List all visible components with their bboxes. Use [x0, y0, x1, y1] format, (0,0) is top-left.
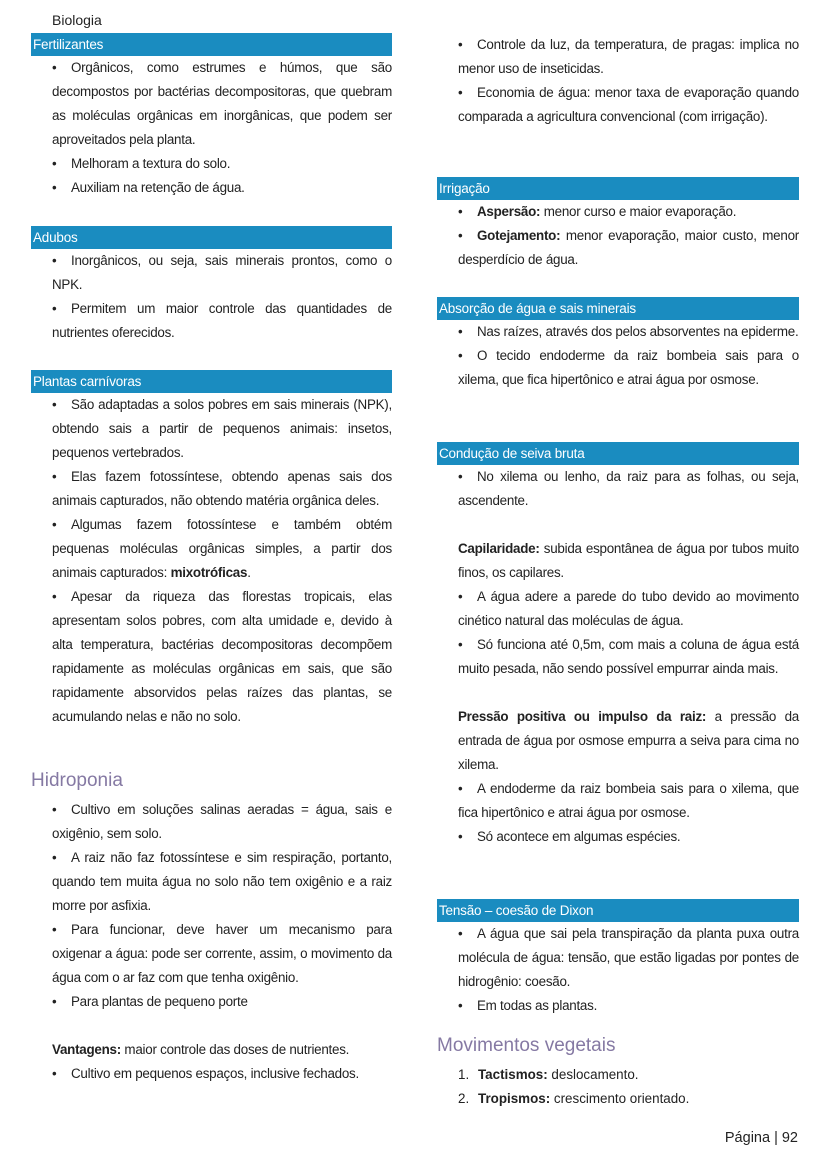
list-item: • Só funciona até 0,5m, com mais a coluna de água está muito pesada, não sendo possível empurrar ainda mais.	[458, 633, 799, 681]
list-item: • Inorgânicos, ou seja, sais minerais prontos, como o NPK.	[52, 249, 392, 297]
item-number: 2.	[458, 1091, 470, 1106]
list-item: • Para plantas de pequeno porte	[52, 990, 392, 1014]
section-title: Absorção de água e sais minerais	[437, 297, 799, 320]
list-item: • A água adere a parede do tubo devido ao movimento cinético natural das moléculas de água.	[458, 585, 799, 633]
page-number: Página | 92	[724, 1130, 798, 1146]
section-title: Tensão – coesão de Dixon	[437, 899, 799, 922]
list-item: • Elas fazem fotossíntese, obtendo apenas sais dos animais capturados, não obtendo matéria orgânica deles.	[52, 465, 392, 513]
item-number: 1.	[458, 1067, 470, 1082]
list-item: • No xilema ou lenho, da raiz para as folhas, ou seja, ascendente.	[458, 465, 799, 513]
list-item: • Para funcionar, deve haver um mecanismo para oxigenar a água: pode ser corrente, assim, o movimento da água com o ar faz com que tenha oxigênio.	[52, 918, 392, 990]
capilaridade-label: Capilaridade:	[458, 541, 540, 556]
vantagens-text: maior controle das doses de nutrientes.	[120, 1042, 350, 1057]
list-item: • Melhoram a textura do solo.	[52, 152, 392, 176]
section-title: Plantas carnívoras	[31, 370, 392, 393]
list-item: • A água que sai pela transpiração da planta puxa outra molécula de água: tensão, que estão ligadas por pontes de hidrogênio: coesão.	[458, 922, 799, 994]
section-title: Adubos	[31, 226, 392, 249]
section-title: Irrigação	[437, 177, 799, 200]
item-text: crescimento orientado.	[550, 1091, 690, 1106]
list-item: • Controle da luz, da temperatura, de pragas: implica no menor uso de inseticidas.	[458, 33, 799, 81]
list-item: • A endoderme da raiz bombeia sais para o xilema, que fica hipertônico e atrai água por osmose.	[458, 777, 799, 825]
section-irrigacao	[437, 177, 799, 272]
section-tensao	[437, 899, 799, 1018]
list-item: • Cultivo em pequenos espaços, inclusive fechados.	[52, 1062, 392, 1086]
list-item: • A raiz não faz fotossíntese e sim respiração, portanto, quando tem muita água no solo não tem oxigênio e a raiz morre por asfixia.	[52, 846, 392, 918]
list-item: • Orgânicos, como estrumes e húmos, que são decompostos por bactérias decompositoras, que quebram as moléculas orgânicas em inorgânicas, que podem ser aproveitados pela planta.	[52, 56, 392, 152]
list-item: • Nas raízes, através dos pelos absorventes na epiderme.	[458, 320, 799, 344]
section-absorcao	[437, 297, 799, 392]
vantagens-label: Vantagens:	[52, 1042, 121, 1057]
item-label: Aspersão:	[477, 204, 541, 219]
header-subject: Biologia	[52, 12, 102, 28]
capilaridade	[458, 537, 799, 585]
section-heading: Movimentos vegetais	[437, 1035, 616, 1056]
list-item: • O tecido endoderme da raiz bombeia sais para o xilema, que fica hipertônico e atrai água por osmose.	[458, 344, 799, 392]
section-hidroponia	[31, 770, 392, 1086]
item-bold: mixotróficas	[170, 565, 248, 580]
numbered-item	[458, 1063, 799, 1087]
list-item	[458, 224, 799, 272]
list-item	[458, 200, 799, 224]
item-label: Tactismos:	[478, 1067, 548, 1082]
item-text: menor evaporação, maior custo, menor desperdício de água.	[458, 228, 799, 267]
list-item: • São adaptadas a solos pobres em sais minerais (NPK), obtendo sais a partir de pequenos animais: insetos, pequenos vertebrados.	[52, 393, 392, 465]
pressao	[458, 705, 799, 777]
vantagens	[52, 1038, 392, 1062]
item-label: Gotejamento:	[477, 228, 561, 243]
list-item: • Só acontece em algumas espécies.	[458, 825, 799, 849]
section-intro	[437, 33, 799, 129]
list-item: • Em todas as plantas.	[458, 994, 799, 1018]
section-plantas-carnivoras	[31, 370, 392, 729]
numbered-item	[458, 1087, 799, 1111]
list-item: • Permitem um maior controle das quantidades de nutrientes oferecidos.	[52, 297, 392, 345]
section-movimentos	[437, 1035, 799, 1111]
section-conducao	[437, 442, 799, 849]
item-text: menor curso e maior evaporação.	[540, 204, 737, 219]
list-item: • Auxiliam na retenção de água.	[52, 176, 392, 200]
section-title: Fertilizantes	[31, 33, 392, 56]
item-text: Algumas fazem fotossíntese e também obtém pequenas moléculas orgânicas simples, a partir dos animais capturados:	[52, 517, 392, 580]
pressao-text: a pressão da entrada de água por osmose empurra a seiva para cima no xilema.	[458, 709, 799, 772]
item-text: deslocamento.	[547, 1067, 639, 1082]
section-title: Condução de seiva bruta	[437, 442, 799, 465]
pressao-label: Pressão positiva ou impulso da raiz:	[458, 709, 707, 724]
section-adubos	[31, 226, 392, 345]
list-item: • Apesar da riqueza das florestas tropicais, elas apresentam solos pobres, com alta umidade e, devido à alta temperatura, bactérias decompositoras decompõem rapidamente as moléculas orgânicas em sais, que são rapidamente absorvidos pelas raízes das plantas, se acumulando nelas e não no solo.	[52, 585, 392, 729]
section-heading: Hidroponia	[31, 770, 123, 791]
capilaridade-text: subida espontânea de água por tubos muito finos, os capilares.	[458, 541, 799, 580]
item-end: .	[247, 565, 251, 580]
list-item: • Cultivo em soluções salinas aeradas = água, sais e oxigênio, sem solo.	[52, 798, 392, 846]
list-item	[52, 513, 392, 585]
section-fertilizantes	[31, 33, 392, 200]
item-label: Tropismos:	[478, 1091, 551, 1106]
list-item: • Economia de água: menor taxa de evaporação quando comparada a agricultura convencional (com irrigação).	[458, 81, 799, 129]
